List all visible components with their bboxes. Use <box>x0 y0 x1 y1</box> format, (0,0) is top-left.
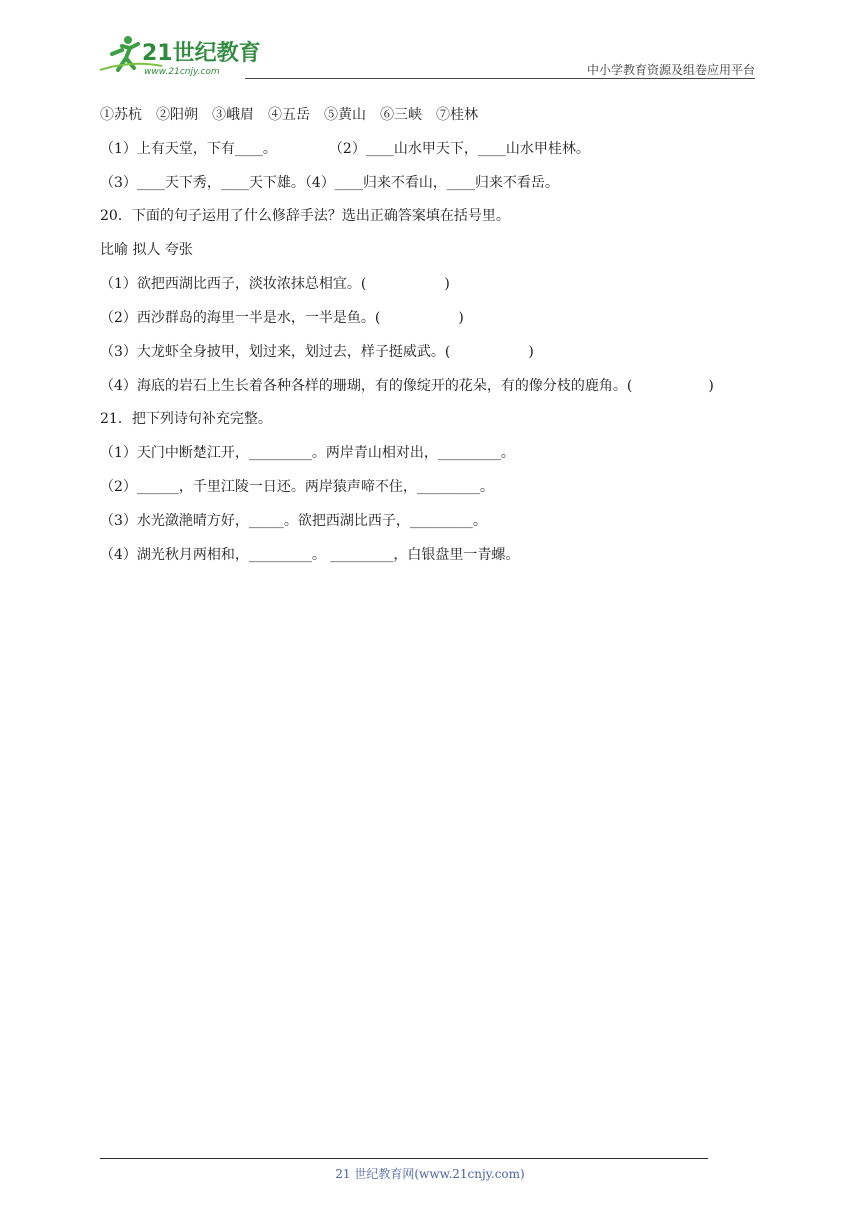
header-divider <box>245 78 755 79</box>
item-close: ) <box>528 344 534 360</box>
logo-21cnjy <box>92 30 262 78</box>
svg-text:www.21cnjy.com: www.21cnjy.com <box>144 67 220 77</box>
item-close: ) <box>458 310 464 326</box>
fill-row-1 <box>100 138 590 160</box>
fill-row-2: （3）____天下秀，____天下雄。（4）____归来不看山，____归来不看岳。 <box>100 175 559 191</box>
item-text: （2）西沙群岛的海里一半是水，一半是鱼。( <box>100 310 381 326</box>
footer-divider <box>100 1158 708 1159</box>
options-line: ①苏杭 ②阳朔 ③峨眉 ④五岳 ⑤黄山 ⑥三峡 ⑦桂林 <box>100 107 478 123</box>
question-20-item-2 <box>100 307 464 329</box>
fill-item-2: （2）____山水甲天下，____山水甲桂林。 <box>328 141 590 157</box>
item-text: （3）大龙虾全身披甲，划过来，划过去，样子挺威武。( <box>100 344 451 360</box>
question-21-item-4: （4）湖光秋月两相和，_________。 _________，白银盘里一青螺。 <box>100 547 520 563</box>
rhetoric-options: 比喻 拟人 夸张 <box>100 242 193 258</box>
page-header <box>0 0 860 80</box>
svg-text:21世纪教育: 21世纪教育 <box>142 41 261 66</box>
item-close: ) <box>708 378 714 394</box>
fill-item-1: （1）上有天堂，下有____。 <box>100 141 277 157</box>
question-21-item-1: （1）天门中断楚江开，_________。两岸青山相对出，_________。 <box>100 445 515 461</box>
question-20-item-3 <box>100 341 534 363</box>
item-close: ) <box>444 276 450 292</box>
question-20-title: 20．下面的句子运用了什么修辞手法？选出正确答案填在括号里。 <box>100 208 510 224</box>
question-20-item-4 <box>100 375 714 397</box>
question-21-item-3: （3）水光潋滟晴方好，_____。欲把西湖比西子，_________。 <box>100 513 487 529</box>
question-20-item-1 <box>100 273 450 295</box>
header-platform-text: 中小学教育资源及组卷应用平台 <box>586 63 755 77</box>
item-text: （1）欲把西湖比西子，淡妆浓抹总相宜。( <box>100 276 367 292</box>
question-21-title: 21．把下列诗句补充完整。 <box>100 411 272 427</box>
footer-source-link[interactable]: 21 世纪教育网(www.21cnjy.com) <box>335 1167 525 1181</box>
question-21-item-2: （2）______，千里江陵一日还。两岸猿声啼不住，_________。 <box>100 479 494 495</box>
item-text: （4）海底的岩石上生长着各种各样的珊瑚，有的像绽开的花朵，有的像分枝的鹿角。( <box>100 378 633 394</box>
